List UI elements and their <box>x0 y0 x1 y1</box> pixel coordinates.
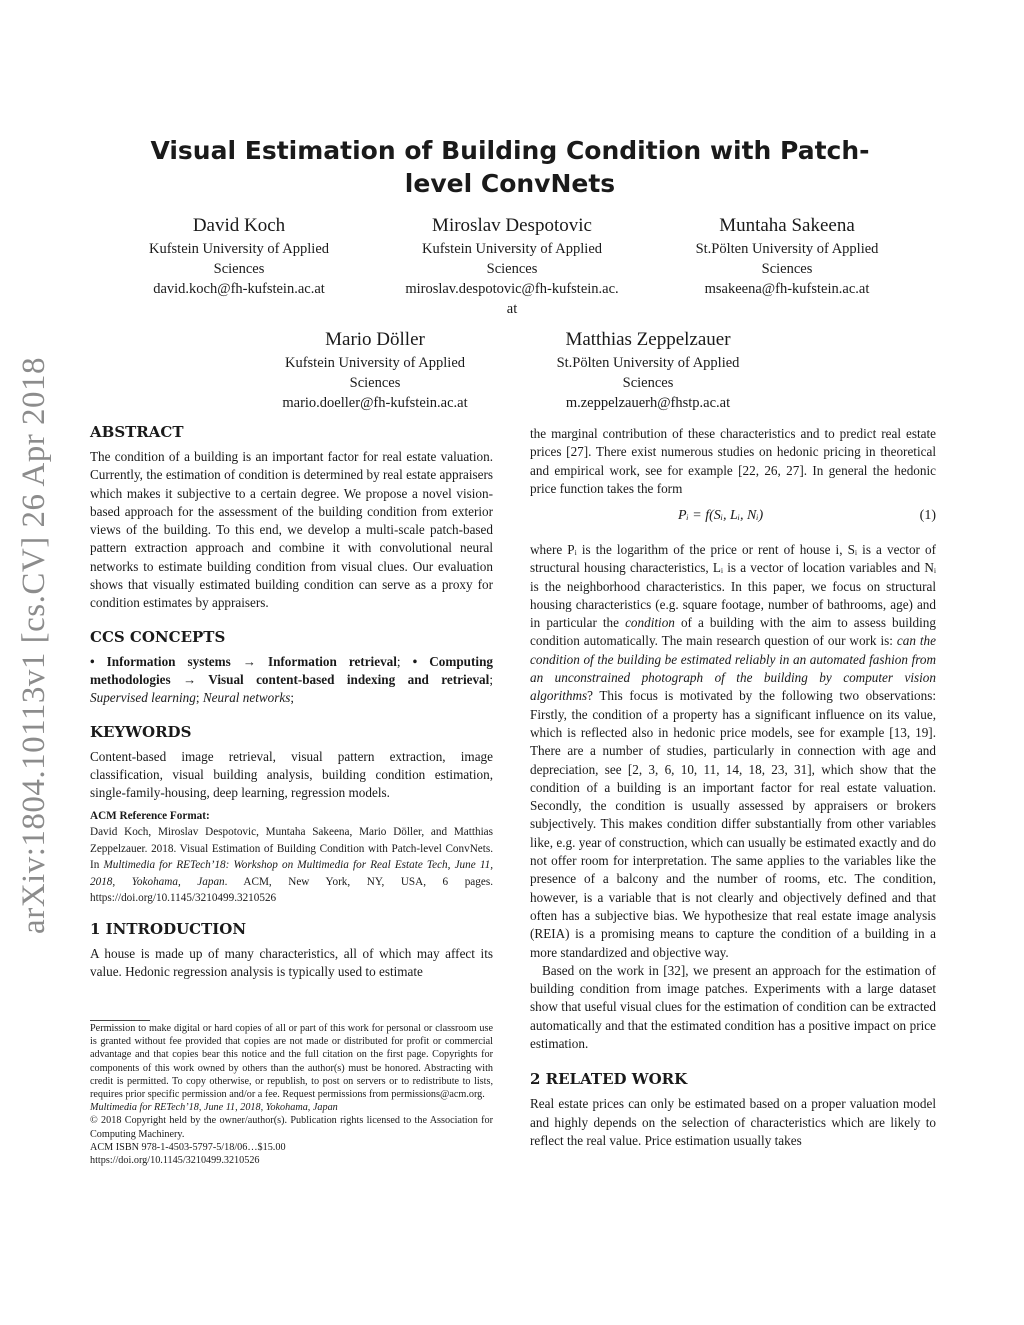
introduction-text: A house is made up of many characteristics, all of which may affect its value. Hedonic regression analysis is typically used to estimate <box>90 945 493 980</box>
abstract-text: The condition of a building is an important factor for real estate valuation. Currently, the estimation of condition is determined by real estate appraisers which makes it subjective to a certain degree. We propose a novel vision-based approach for the assessment of the building condition from exterior views of the building. To this end, we develop a multi-scale patch-based pattern extraction approach and combine it with convolutional neural networks to estimate building condition from visual clues. Our evaluation shows that visually estimated building condition can serve as a proxy for condition estimates by appraisers. <box>90 449 493 611</box>
acm-reference-heading: ACM Reference Format: <box>90 810 210 823</box>
author-email: mario.doeller@fh-kufstein.ac.at <box>282 395 468 411</box>
keywords-heading: KEYWORDS <box>90 722 192 741</box>
permission-text: Permission to make digital or hard copies of all or part of this work for personal or classroom use is granted without fee provided that copies are not made or distributed for profit or commercial advantage and that copies bear this notice and the full citation on the first page. Copyrights for components of this work owned by others than the author(s) must be honored. Abstracting with credit is permitted. To copy otherwise, or republish, to post on servers or to redistribute to lists, requires prior specific permission and/or a fee. Request permissions from permissions@acm.org. <box>90 1023 493 1101</box>
author-block <box>672 213 902 299</box>
paragraph-hedonic: the marginal contribution of these characteristics and to predict real estate prices [27]. There exist numerous studies on hedonic pricing in theoretical and empirical work, see for example [22, 26, 27]. In general the hedonic price function takes the form <box>530 426 936 496</box>
paragraph-approach: Based on the work in [32], we present an approach for the estimation of building condition from image patches. Experiments with a large dataset show that useful visual clues for the estimation of condition can be extracted automatically and that the estimated condition has a positive impact on price estimation. <box>530 962 936 1052</box>
footnote-divider <box>90 1020 150 1021</box>
doi-text: https://doi.org/10.1145/3210499.3210526 <box>90 1155 260 1167</box>
left-column <box>90 422 493 982</box>
author-block <box>530 327 766 413</box>
right-column-top <box>530 425 936 498</box>
acm-reference-text: David Koch, Miroslav Despotovic, Muntaha Sakeena, Mario Döller, and Matthias Zeppelzauer. 2018. Visual Estimation of Building Condition with Patch-level ConvNets. In Multimedia for RETech’18: Workshop on Multimedia for Real Estate Tech, June 11, 2018, Yokohama, Japan. ACM, New York, NY, USA, 6 pages. https://doi.org/10.1145/3210499.3210526 <box>90 826 493 905</box>
author-affiliation: Sciences <box>761 261 813 277</box>
ccs-heading: CCS CONCEPTS <box>90 627 226 646</box>
author-affiliation: St.Pölten University of Applied <box>556 355 740 371</box>
author-email: david.koch@fh-kufstein.ac.at <box>153 281 325 297</box>
author-name: Matthias Zeppelzauer <box>565 329 731 350</box>
author-block <box>258 327 492 413</box>
right-column-body <box>530 541 936 1150</box>
keywords-text: Content-based image retrieval, visual pattern extraction, image classification, visual building analysis, building condition estimation, single-family-housing, deep learning, regression models. <box>90 748 493 801</box>
author-affiliation: Sciences <box>349 375 401 391</box>
equation-number: (1) <box>919 508 936 523</box>
author-email: miroslav.despotovic@fh-kufstein.ac. <box>405 281 619 297</box>
author-block <box>382 213 642 319</box>
isbn-text: ACM ISBN 978-1-4503-5797-5/18/06…$15.00 <box>90 1141 286 1153</box>
author-block <box>130 213 348 299</box>
author-affiliation: Kufstein University of Applied <box>284 355 466 371</box>
author-name: Miroslav Despotovic <box>432 215 592 236</box>
copyright-text: © 2018 Copyright held by the owner/author(s). Publication rights licensed to the Association for Computing Machinery. <box>90 1115 493 1140</box>
author-email: msakeena@fh-kufstein.ac.at <box>704 281 870 297</box>
paragraph-research-question: where Pᵢ is the logarithm of the price or rent of house i, Sᵢ is a vector of structural housing characteristics, Lᵢ is a vector of location variables and Nᵢ is the neighborhood characteristics. In this paper, we focus on structural housing characteristics (e.g. square footage, number of bathrooms, age) and in particular the condition of a building with the aim to assess building condition automatically. The main research question of our work is: can the condition of the building be estimated reliably in an automated fashion from an unconstrained photograph of the building by computer vision algorithms? This focus is motivated by the following two observations: Firstly, the condition of a property has a significant influence on its value, which is reflected also in hedonic price models, see for example [13, 19]. There are a number of studies, particularly in connection with age and depreciation, see [2, 3, 6, 10, 11, 14, 18, 23, 31], which show that the condition of a building is an important factor for real estate valuation. Secondly, the condition is usually assessed by appraisers or brokers subjectively. This makes condition differ substantially from other variables like, e.g. year of construction, which can usually be estimated exactly and do not offer room for interpretation. The same applies to the variables like the presence of a balcony and the number of rooms, etc. The condition, however, is a variable that is not clearly and objectively defined and that often has a subjective bias. We hypothesize that real estate image analysis (REIA) is a promising means to capture the condition of a building in a more standardized and objective way. <box>530 542 936 960</box>
abstract-heading: ABSTRACT <box>90 423 184 441</box>
author-affiliation: Sciences <box>486 261 538 277</box>
author-name: Muntaha Sakeena <box>719 215 855 236</box>
author-affiliation: St.Pölten University of Applied <box>695 241 879 257</box>
related-work-heading: 2 RELATED WORK <box>530 1070 688 1089</box>
introduction-heading: 1 INTRODUCTION <box>90 919 247 938</box>
author-name: David Koch <box>192 215 286 236</box>
author-affiliation: Kufstein University of Applied <box>421 241 603 257</box>
author-affiliation: Sciences <box>622 375 674 391</box>
permission-notice <box>90 1022 493 1167</box>
author-affiliation: Kufstein University of Applied <box>148 241 330 257</box>
author-email: m.zeppelzauerh@fhstp.ac.at <box>565 395 731 411</box>
paragraph-related-work: Real estate prices can only be estimated based on a proper valuation model and highly depends on the selection of characteristics which are likely to reflect the real value. Price estimation usually takes <box>530 1096 936 1148</box>
ccs-concepts: • Information systems → Information retrieval; • Computing methodologies → Visual content-based indexing and retrieval; Supervised learning; Neural networks; <box>90 653 493 706</box>
author-email: at <box>506 301 518 317</box>
equation-formula: Pᵢ = f(Sᵢ, Lᵢ, Nᵢ) <box>678 508 764 523</box>
paper-title: Visual Estimation of Building Condition with Patch-level ConvNets <box>150 136 870 198</box>
arxiv-identifier: arXiv:1804.10113v1 [cs.CV] 26 Apr 2018 <box>15 356 52 934</box>
author-name: Mario Döller <box>325 329 425 350</box>
permission-venue: Multimedia for RETech’18, June 11, 2018, Yokohama, Japan <box>90 1102 338 1114</box>
equation-1 <box>530 508 936 530</box>
author-affiliation: Sciences <box>213 261 265 277</box>
